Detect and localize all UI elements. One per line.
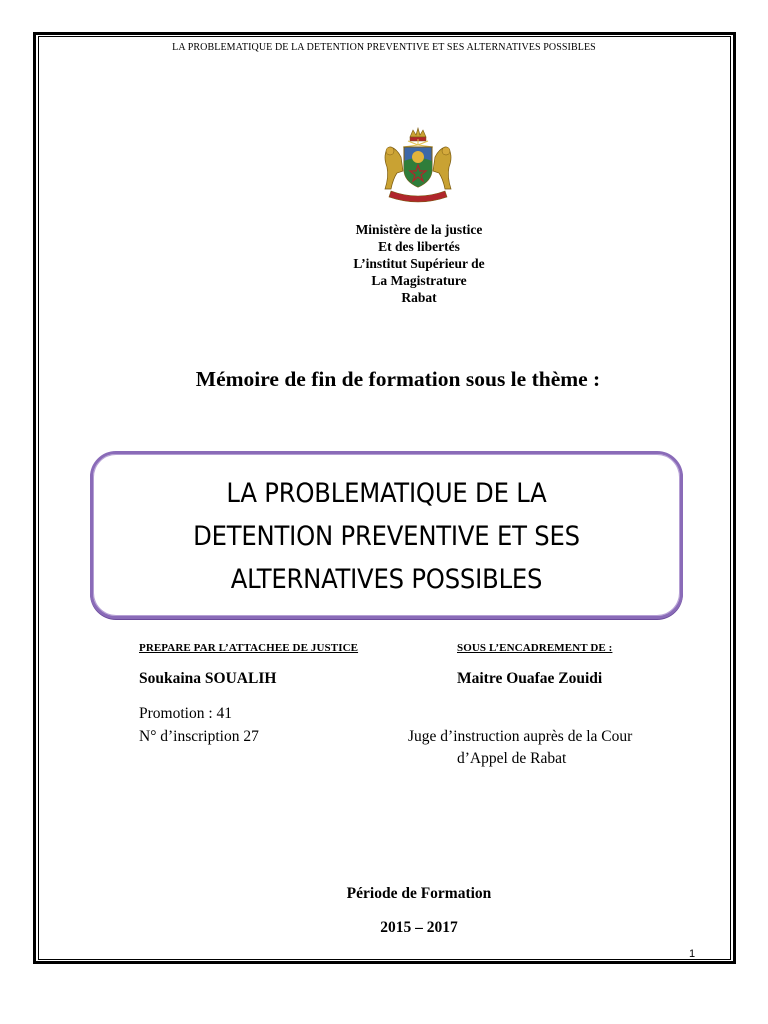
inscription-text: N° d’inscription 27: [139, 728, 259, 745]
running-header: LA PROBLEMATIQUE DE LA DETENTION PREVENTIVE ET SES ALTERNATIVES POSSIBLES: [172, 42, 596, 53]
promotion-text: Promotion : 41: [139, 705, 233, 722]
memoire-label: Mémoire de fin de formation sous le thème :: [195, 367, 601, 391]
thesis-title-line: ALTERNATIVES POSSIBLES: [230, 564, 543, 595]
institution-line: La Magistrature: [371, 273, 467, 288]
thesis-title-box: [90, 451, 683, 619]
period-label: Période de Formation: [346, 885, 492, 902]
institution-block: [0, 221, 768, 306]
thesis-title-line: LA PROBLEMATIQUE DE LA: [226, 478, 547, 509]
prepared-by-label: PREPARE PAR L’ATTACHEE DE JUSTICE: [139, 642, 359, 654]
period-years: 2015 – 2017: [380, 919, 458, 936]
institution-line: L’institut Supérieur de: [353, 256, 485, 271]
coat-of-arms-icon: [377, 127, 459, 207]
supervisor-role-line2: d’Appel de Rabat: [457, 750, 567, 767]
supervisor-role-line1: Juge d’instruction auprès de la Cour: [408, 728, 633, 745]
author-name: Soukaina SOUALIH: [139, 670, 277, 687]
thesis-title-line: DETENTION PREVENTIVE ET SES: [193, 521, 580, 552]
supervisor-name: Maitre Ouafae Zouidi: [457, 670, 603, 687]
thesis-title: [93, 472, 680, 601]
page-number: 1: [689, 948, 696, 960]
supervised-by-label: SOUS L’ENCADREMENT DE :: [457, 642, 613, 654]
institution-line: Ministère de la justice: [355, 222, 483, 237]
institution-line: Rabat: [401, 290, 437, 305]
institution-line: Et des libertés: [378, 239, 460, 254]
